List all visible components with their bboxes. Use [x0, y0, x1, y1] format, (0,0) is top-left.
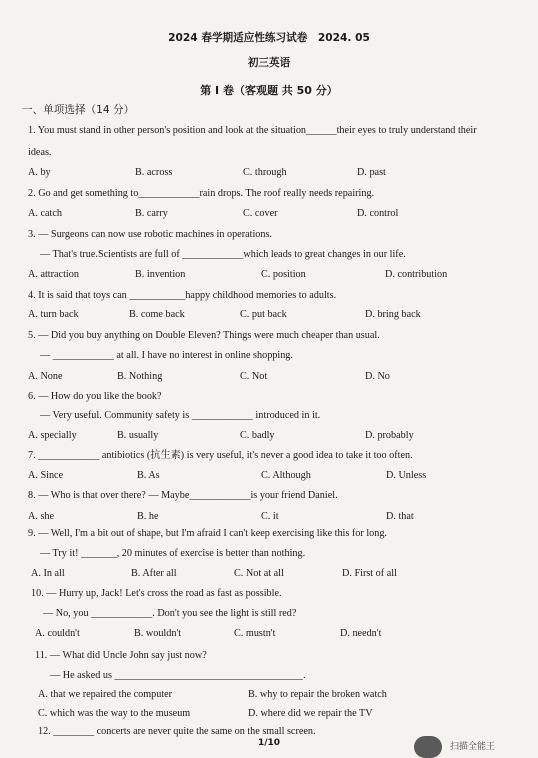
- section-heading: 一、单项选择（14 分）: [22, 104, 135, 116]
- question-5-option-b: B. Nothing: [117, 371, 163, 382]
- question-11-option-d: D. where did we repair the TV: [248, 708, 373, 719]
- question-6-option-d: D. probably: [365, 430, 414, 441]
- question-6-option-a: A. specially: [28, 430, 77, 441]
- question-11-stem: 11. — What did Uncle John say just now?: [35, 650, 207, 661]
- question-7-option-b: B. As: [137, 470, 160, 481]
- question-3-option-d: D. contribution: [385, 269, 448, 280]
- question-10-option-d: D. needn't: [340, 628, 382, 639]
- question-8-option-c: C. it: [261, 511, 279, 522]
- question-3-option-b: B. invention: [135, 269, 186, 280]
- question-7-option-a: A. Since: [28, 470, 64, 481]
- question-9-stem: 9. — Well, I'm a bit out of shape, but I'm afraid I can't keep exercising like this for long.: [28, 528, 387, 539]
- scanner-logo-icon: [414, 736, 442, 758]
- question-2-option-b: B. carry: [135, 208, 168, 219]
- question-6-option-c: C. badly: [240, 430, 275, 441]
- question-8-option-b: B. he: [137, 511, 159, 522]
- question-1-option-a: A. by: [28, 167, 51, 178]
- question-4-option-d: D. bring back: [365, 309, 421, 320]
- question-7-stem: 7. ____________ antibiotics (抗生素) is very useful, it's never a good idea to take it too often.: [28, 450, 413, 461]
- question-5-option-c: C. Not: [240, 371, 268, 382]
- question-11-option-c: C. which was the way to the museum: [38, 708, 191, 719]
- question-9-stem-cont: — Try it! _______, 20 minutes of exercise is better than nothing.: [40, 548, 306, 559]
- question-4-option-a: A. turn back: [28, 309, 79, 320]
- question-6-option-b: B. usually: [117, 430, 159, 441]
- question-1-option-b: B. across: [135, 167, 173, 178]
- question-4-stem: 4. It is said that toys can ___________happy childhood memories to adults.: [28, 290, 337, 301]
- question-11-option-a: A. that we repaired the computer: [38, 689, 173, 700]
- question-7-option-d: D. Unless: [386, 470, 427, 481]
- question-3-stem-cont: — That's true.Scientists are full of ____________which leads to great changes in our life.: [40, 249, 406, 260]
- question-10-stem-cont: — No, you ____________. Don't you see the light is still red?: [43, 608, 297, 619]
- question-5-option-d: D. No: [365, 371, 390, 382]
- question-7-option-c: C. Although: [261, 470, 311, 481]
- question-2-option-d: D. control: [357, 208, 399, 219]
- question-5-stem-cont: — ____________ at all. I have no interest in online shopping.: [40, 350, 293, 361]
- question-4-option-c: C. put back: [240, 309, 287, 320]
- subject-title: 初三英语: [247, 57, 291, 69]
- question-4-option-b: B. come back: [129, 309, 185, 320]
- question-6-stem: 6. — How do you like the book?: [28, 391, 162, 402]
- page-number: 1/10: [257, 738, 281, 748]
- question-1-stem: 1. You must stand in other person's position and look at the situation______their eyes to truly understand their: [28, 125, 477, 136]
- question-2-option-c: C. cover: [243, 208, 278, 219]
- question-3-stem: 3. — Surgeons can now use robotic machines in operations.: [28, 229, 272, 240]
- question-3-option-a: A. attraction: [28, 269, 79, 280]
- question-5-option-a: A. None: [28, 371, 63, 382]
- question-9-option-a: A. In all: [31, 568, 65, 579]
- exam-title: 2024 春学期适应性练习试卷 2024. 05: [168, 32, 370, 44]
- question-1-option-d: D. past: [357, 167, 386, 178]
- question-1-stem-cont: ideas.: [28, 147, 52, 158]
- question-5-stem: 5. — Did you buy anything on Double Eleven? Things were much cheaper than usual.: [28, 330, 380, 341]
- question-2-stem: 2. Go and get something to____________rain drops. The roof really needs repairing.: [28, 188, 375, 199]
- part-heading: 第 I 卷（客观题 共 50 分）: [200, 84, 338, 97]
- question-8-option-d: D. that: [386, 511, 414, 522]
- question-8-stem: 8. — Who is that over there? — Maybe____________is your friend Daniel.: [28, 490, 338, 501]
- question-11-option-b: B. why to repair the broken watch: [248, 689, 387, 700]
- question-6-stem-cont: — Very useful. Community safety is ____________ introduced in it.: [40, 410, 321, 421]
- question-10-option-c: C. mustn't: [234, 628, 276, 639]
- question-10-stem: 10. — Hurry up, Jack! Let's cross the road as fast as possible.: [31, 588, 282, 599]
- scanner-app-label: 扫描全能王: [450, 742, 496, 752]
- question-2-option-a: A. catch: [28, 208, 62, 219]
- question-12-stem: 12. ________ concerts are never quite the same on the small screen.: [38, 726, 316, 737]
- question-9-option-c: C. Not at all: [234, 568, 284, 579]
- question-8-option-a: A. she: [28, 511, 55, 522]
- question-9-option-b: B. After all: [131, 568, 177, 579]
- question-3-option-c: C. position: [261, 269, 306, 280]
- question-10-option-b: B. wouldn't: [134, 628, 182, 639]
- question-11-stem-cont: — He asked us _____________________________________.: [50, 670, 306, 681]
- question-1-option-c: C. through: [243, 167, 287, 178]
- question-9-option-d: D. First of all: [342, 568, 397, 579]
- question-10-option-a: A. couldn't: [35, 628, 80, 639]
